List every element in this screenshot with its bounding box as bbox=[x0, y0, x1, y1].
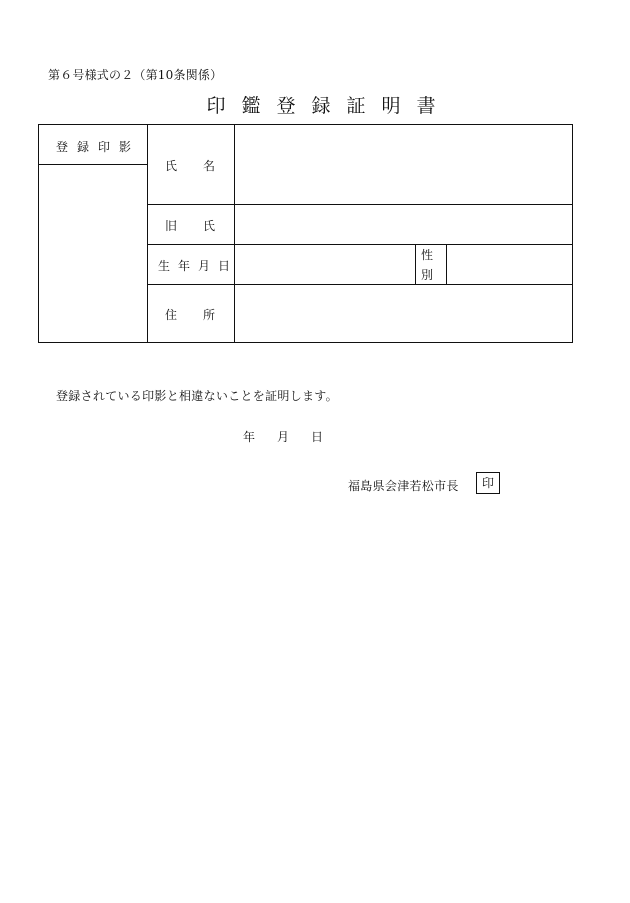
former-surname-label: 旧氏 bbox=[165, 219, 242, 233]
divider-row-oldname bbox=[147, 244, 573, 245]
date-day-label: 日 bbox=[311, 430, 324, 444]
certification-statement: 登録されている印影と相違ないことを証明します。 bbox=[56, 389, 338, 403]
divider-seal-header bbox=[38, 164, 147, 165]
divider-sex-label-right bbox=[446, 244, 447, 284]
issue-date bbox=[243, 428, 323, 445]
birth-date-label: 生年月日 bbox=[158, 259, 239, 273]
divider-row-name bbox=[147, 204, 573, 205]
divider-row-birth bbox=[147, 284, 573, 285]
form-number: 第６号様式の２（第10条関係） bbox=[48, 68, 223, 82]
divider-sex-label-left bbox=[415, 244, 416, 284]
registered-seal-impression-area bbox=[40, 166, 146, 342]
official-seal-box: 印 bbox=[476, 472, 500, 494]
divider-seal-column bbox=[147, 124, 148, 343]
name-label: 氏名 bbox=[165, 159, 242, 173]
address-label: 住所 bbox=[165, 308, 242, 322]
document-title: 印鑑登録証明書 bbox=[206, 95, 452, 117]
date-year-label: 年 bbox=[243, 430, 256, 444]
sex-label: 性別 bbox=[421, 248, 434, 282]
date-month-label: 月 bbox=[277, 430, 290, 444]
registered-seal-label: 登録印影 bbox=[56, 140, 141, 154]
issuer-name: 福島県会津若松市長 bbox=[348, 479, 459, 493]
